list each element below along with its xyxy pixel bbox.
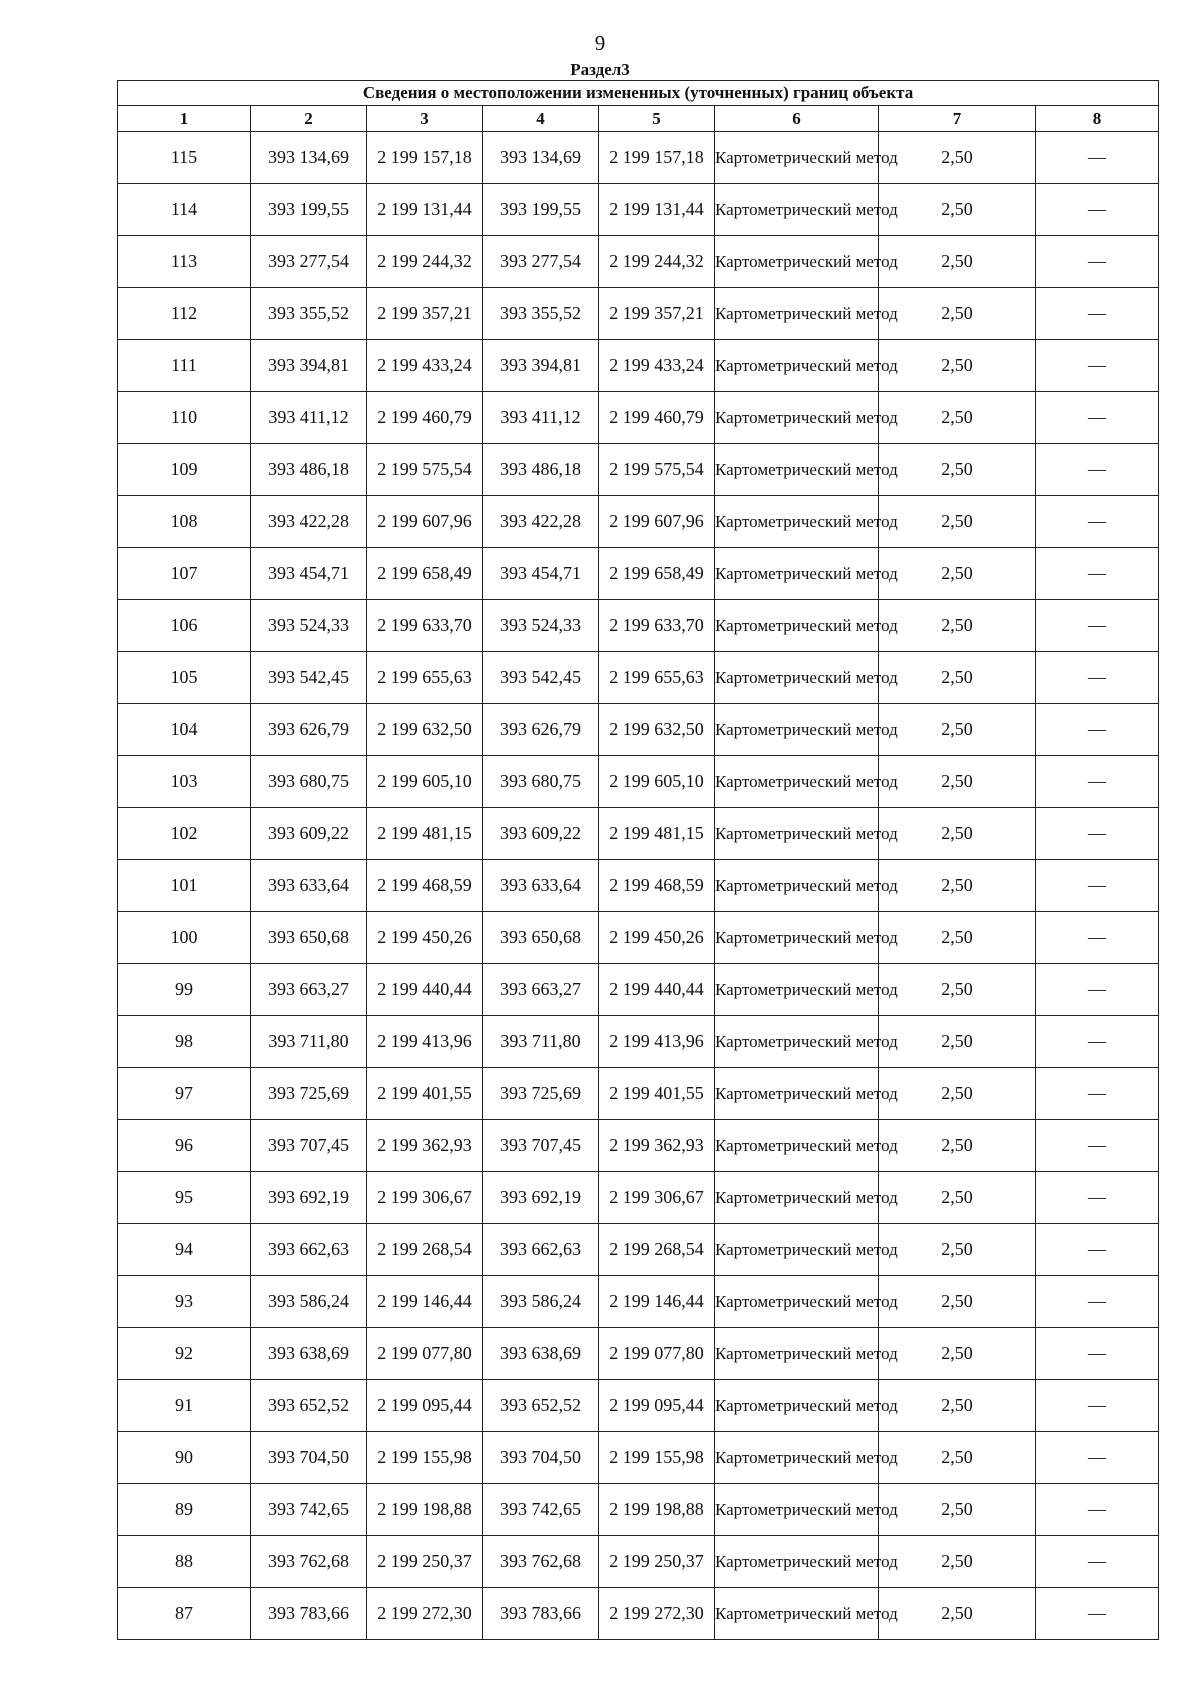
cell-x-existing: 393 650,68: [251, 912, 367, 964]
column-number: 5: [599, 106, 715, 132]
column-number: 2: [251, 106, 367, 132]
cell-point-number: 113: [118, 236, 251, 288]
cell-point-number: 112: [118, 288, 251, 340]
table-row: [118, 340, 1159, 392]
cell-description: —: [1036, 860, 1159, 912]
table-row: [118, 1016, 1159, 1068]
cell-y-new: 2 199 575,54: [599, 444, 715, 496]
cell-y-new: 2 199 413,96: [599, 1016, 715, 1068]
table-row: [118, 132, 1159, 184]
cell-method: Картометрический метод: [715, 1432, 879, 1484]
cell-precision: 2,50: [879, 860, 1036, 912]
cell-x-existing: 393 725,69: [251, 1068, 367, 1120]
cell-description: —: [1036, 1016, 1159, 1068]
column-number: 3: [367, 106, 483, 132]
cell-x-new: 393 542,45: [483, 652, 599, 704]
cell-x-existing: 393 704,50: [251, 1432, 367, 1484]
cell-description: —: [1036, 288, 1159, 340]
table-caption-row: [118, 81, 1159, 106]
cell-y-new: 2 199 433,24: [599, 340, 715, 392]
cell-method: Картометрический метод: [715, 1588, 879, 1640]
cell-x-new: 393 725,69: [483, 1068, 599, 1120]
table-row: [118, 912, 1159, 964]
column-number-row: [118, 106, 1159, 132]
table-row: [118, 1068, 1159, 1120]
cell-x-new: 393 742,65: [483, 1484, 599, 1536]
page-number: 9: [594, 31, 606, 55]
table-row: [118, 964, 1159, 1016]
cell-x-new: 393 394,81: [483, 340, 599, 392]
cell-description: —: [1036, 1276, 1159, 1328]
cell-y-existing: 2 199 658,49: [367, 548, 483, 600]
cell-y-existing: 2 199 155,98: [367, 1432, 483, 1484]
cell-x-existing: 393 663,27: [251, 964, 367, 1016]
cell-y-existing: 2 199 632,50: [367, 704, 483, 756]
cell-x-existing: 393 277,54: [251, 236, 367, 288]
cell-x-existing: 393 422,28: [251, 496, 367, 548]
cell-description: —: [1036, 132, 1159, 184]
cell-precision: 2,50: [879, 444, 1036, 496]
cell-y-existing: 2 199 413,96: [367, 1016, 483, 1068]
cell-x-existing: 393 652,52: [251, 1380, 367, 1432]
cell-method: Картометрический метод: [715, 704, 879, 756]
cell-y-existing: 2 199 244,32: [367, 236, 483, 288]
cell-description: —: [1036, 496, 1159, 548]
cell-precision: 2,50: [879, 340, 1036, 392]
cell-y-new: 2 199 655,63: [599, 652, 715, 704]
cell-x-new: 393 650,68: [483, 912, 599, 964]
cell-x-new: 393 609,22: [483, 808, 599, 860]
cell-point-number: 107: [118, 548, 251, 600]
cell-method: Картометрический метод: [715, 340, 879, 392]
cell-x-existing: 393 199,55: [251, 184, 367, 236]
cell-x-existing: 393 638,69: [251, 1328, 367, 1380]
table-row: [118, 236, 1159, 288]
cell-method: Картометрический метод: [715, 1172, 879, 1224]
cell-y-new: 2 199 607,96: [599, 496, 715, 548]
table-body: [118, 132, 1159, 1640]
cell-method: Картометрический метод: [715, 1328, 879, 1380]
cell-method: Картометрический метод: [715, 1224, 879, 1276]
cell-y-existing: 2 199 460,79: [367, 392, 483, 444]
cell-y-existing: 2 199 077,80: [367, 1328, 483, 1380]
cell-point-number: 106: [118, 600, 251, 652]
cell-x-new: 393 524,33: [483, 600, 599, 652]
table-row: [118, 392, 1159, 444]
cell-precision: 2,50: [879, 1224, 1036, 1276]
cell-precision: 2,50: [879, 1484, 1036, 1536]
table-row: [118, 1432, 1159, 1484]
cell-precision: 2,50: [879, 964, 1036, 1016]
cell-precision: 2,50: [879, 184, 1036, 236]
cell-precision: 2,50: [879, 1588, 1036, 1640]
cell-point-number: 103: [118, 756, 251, 808]
cell-y-new: 2 199 633,70: [599, 600, 715, 652]
cell-precision: 2,50: [879, 652, 1036, 704]
cell-y-existing: 2 199 306,67: [367, 1172, 483, 1224]
cell-description: —: [1036, 1328, 1159, 1380]
cell-method: Картометрический метод: [715, 288, 879, 340]
cell-method: Картометрический метод: [715, 548, 879, 600]
cell-point-number: 100: [118, 912, 251, 964]
cell-y-new: 2 199 450,26: [599, 912, 715, 964]
cell-precision: 2,50: [879, 1016, 1036, 1068]
cell-y-new: 2 199 095,44: [599, 1380, 715, 1432]
cell-x-existing: 393 609,22: [251, 808, 367, 860]
cell-precision: 2,50: [879, 808, 1036, 860]
cell-point-number: 104: [118, 704, 251, 756]
cell-point-number: 115: [118, 132, 251, 184]
cell-method: Картометрический метод: [715, 1484, 879, 1536]
cell-x-new: 393 652,52: [483, 1380, 599, 1432]
cell-x-new: 393 586,24: [483, 1276, 599, 1328]
cell-precision: 2,50: [879, 1432, 1036, 1484]
cell-x-new: 393 662,63: [483, 1224, 599, 1276]
table-row: [118, 288, 1159, 340]
cell-description: —: [1036, 1068, 1159, 1120]
cell-description: —: [1036, 756, 1159, 808]
cell-precision: 2,50: [879, 1120, 1036, 1172]
cell-y-new: 2 199 131,44: [599, 184, 715, 236]
cell-x-existing: 393 742,65: [251, 1484, 367, 1536]
cell-point-number: 87: [118, 1588, 251, 1640]
cell-method: Картометрический метод: [715, 184, 879, 236]
table-row: [118, 704, 1159, 756]
cell-precision: 2,50: [879, 1276, 1036, 1328]
column-number: 6: [715, 106, 879, 132]
cell-x-new: 393 277,54: [483, 236, 599, 288]
cell-description: —: [1036, 548, 1159, 600]
cell-y-existing: 2 199 605,10: [367, 756, 483, 808]
cell-description: —: [1036, 184, 1159, 236]
cell-method: Картометрический метод: [715, 912, 879, 964]
cell-method: Картометрический метод: [715, 964, 879, 1016]
cell-y-existing: 2 199 198,88: [367, 1484, 483, 1536]
table-caption: Сведения о местоположении измененных (уточненных) границ объекта: [118, 81, 1159, 106]
cell-x-existing: 393 662,63: [251, 1224, 367, 1276]
cell-precision: 2,50: [879, 1068, 1036, 1120]
cell-y-new: 2 199 362,93: [599, 1120, 715, 1172]
cell-x-new: 393 692,19: [483, 1172, 599, 1224]
cell-x-existing: 393 524,33: [251, 600, 367, 652]
cell-precision: 2,50: [879, 1380, 1036, 1432]
cell-point-number: 101: [118, 860, 251, 912]
table-row: [118, 600, 1159, 652]
cell-method: Картометрический метод: [715, 496, 879, 548]
cell-y-existing: 2 199 401,55: [367, 1068, 483, 1120]
cell-x-new: 393 486,18: [483, 444, 599, 496]
cell-y-new: 2 199 468,59: [599, 860, 715, 912]
cell-y-new: 2 199 268,54: [599, 1224, 715, 1276]
cell-method: Картометрический метод: [715, 1016, 879, 1068]
cell-precision: 2,50: [879, 132, 1036, 184]
cell-precision: 2,50: [879, 496, 1036, 548]
cell-description: —: [1036, 340, 1159, 392]
cell-point-number: 111: [118, 340, 251, 392]
cell-y-new: 2 199 157,18: [599, 132, 715, 184]
cell-point-number: 108: [118, 496, 251, 548]
cell-precision: 2,50: [879, 1328, 1036, 1380]
cell-x-existing: 393 711,80: [251, 1016, 367, 1068]
cell-method: Картометрический метод: [715, 444, 879, 496]
cell-y-new: 2 199 155,98: [599, 1432, 715, 1484]
cell-point-number: 102: [118, 808, 251, 860]
cell-y-new: 2 199 605,10: [599, 756, 715, 808]
cell-point-number: 96: [118, 1120, 251, 1172]
table-row: [118, 1120, 1159, 1172]
cell-x-existing: 393 707,45: [251, 1120, 367, 1172]
table-row: [118, 1588, 1159, 1640]
cell-y-new: 2 199 460,79: [599, 392, 715, 444]
cell-y-new: 2 199 250,37: [599, 1536, 715, 1588]
cell-y-existing: 2 199 450,26: [367, 912, 483, 964]
section-title: Раздел3: [570, 60, 630, 79]
cell-x-existing: 393 394,81: [251, 340, 367, 392]
cell-y-new: 2 199 481,15: [599, 808, 715, 860]
cell-point-number: 94: [118, 1224, 251, 1276]
cell-point-number: 97: [118, 1068, 251, 1120]
cell-method: Картометрический метод: [715, 860, 879, 912]
cell-method: Картометрический метод: [715, 1276, 879, 1328]
cell-x-new: 393 422,28: [483, 496, 599, 548]
cell-description: —: [1036, 1432, 1159, 1484]
cell-x-existing: 393 411,12: [251, 392, 367, 444]
cell-point-number: 95: [118, 1172, 251, 1224]
cell-y-new: 2 199 357,21: [599, 288, 715, 340]
cell-x-new: 393 680,75: [483, 756, 599, 808]
cell-x-existing: 393 633,64: [251, 860, 367, 912]
boundary-coordinates-table: [117, 80, 1159, 1640]
cell-precision: 2,50: [879, 392, 1036, 444]
cell-x-new: 393 783,66: [483, 1588, 599, 1640]
cell-x-existing: 393 626,79: [251, 704, 367, 756]
table-row: [118, 1380, 1159, 1432]
cell-description: —: [1036, 1120, 1159, 1172]
cell-x-new: 393 638,69: [483, 1328, 599, 1380]
cell-point-number: 98: [118, 1016, 251, 1068]
cell-x-new: 393 626,79: [483, 704, 599, 756]
cell-precision: 2,50: [879, 912, 1036, 964]
table-row: [118, 1484, 1159, 1536]
cell-description: —: [1036, 652, 1159, 704]
cell-x-existing: 393 783,66: [251, 1588, 367, 1640]
column-number: 1: [118, 106, 251, 132]
cell-precision: 2,50: [879, 1536, 1036, 1588]
cell-precision: 2,50: [879, 288, 1036, 340]
cell-description: —: [1036, 808, 1159, 860]
cell-y-new: 2 199 272,30: [599, 1588, 715, 1640]
cell-precision: 2,50: [879, 548, 1036, 600]
cell-y-new: 2 199 632,50: [599, 704, 715, 756]
cell-description: —: [1036, 600, 1159, 652]
cell-description: —: [1036, 704, 1159, 756]
cell-y-existing: 2 199 268,54: [367, 1224, 483, 1276]
cell-y-new: 2 199 198,88: [599, 1484, 715, 1536]
cell-y-existing: 2 199 146,44: [367, 1276, 483, 1328]
cell-x-existing: 393 134,69: [251, 132, 367, 184]
cell-description: —: [1036, 1380, 1159, 1432]
table-row: [118, 548, 1159, 600]
cell-y-new: 2 199 306,67: [599, 1172, 715, 1224]
cell-point-number: 109: [118, 444, 251, 496]
cell-y-existing: 2 199 357,21: [367, 288, 483, 340]
cell-x-new: 393 633,64: [483, 860, 599, 912]
cell-x-new: 393 454,71: [483, 548, 599, 600]
cell-y-existing: 2 199 131,44: [367, 184, 483, 236]
cell-x-new: 393 199,55: [483, 184, 599, 236]
cell-y-existing: 2 199 362,93: [367, 1120, 483, 1172]
table-row: [118, 1536, 1159, 1588]
cell-y-existing: 2 199 272,30: [367, 1588, 483, 1640]
cell-y-existing: 2 199 575,54: [367, 444, 483, 496]
cell-method: Картометрический метод: [715, 1068, 879, 1120]
cell-y-new: 2 199 440,44: [599, 964, 715, 1016]
cell-precision: 2,50: [879, 600, 1036, 652]
cell-method: Картометрический метод: [715, 808, 879, 860]
cell-y-existing: 2 199 250,37: [367, 1536, 483, 1588]
cell-y-existing: 2 199 468,59: [367, 860, 483, 912]
cell-method: Картометрический метод: [715, 1120, 879, 1172]
cell-point-number: 114: [118, 184, 251, 236]
cell-x-new: 393 707,45: [483, 1120, 599, 1172]
cell-x-existing: 393 680,75: [251, 756, 367, 808]
table-row: [118, 756, 1159, 808]
column-number: 4: [483, 106, 599, 132]
cell-method: Картометрический метод: [715, 1380, 879, 1432]
table-row: [118, 444, 1159, 496]
cell-description: —: [1036, 236, 1159, 288]
cell-description: —: [1036, 1484, 1159, 1536]
cell-description: —: [1036, 964, 1159, 1016]
cell-method: Картометрический метод: [715, 236, 879, 288]
cell-method: Картометрический метод: [715, 392, 879, 444]
cell-y-new: 2 199 077,80: [599, 1328, 715, 1380]
cell-x-existing: 393 692,19: [251, 1172, 367, 1224]
cell-method: Картометрический метод: [715, 652, 879, 704]
cell-description: —: [1036, 1588, 1159, 1640]
cell-y-existing: 2 199 157,18: [367, 132, 483, 184]
cell-point-number: 90: [118, 1432, 251, 1484]
cell-x-new: 393 411,12: [483, 392, 599, 444]
cell-y-new: 2 199 146,44: [599, 1276, 715, 1328]
cell-precision: 2,50: [879, 1172, 1036, 1224]
cell-method: Картометрический метод: [715, 756, 879, 808]
cell-x-existing: 393 355,52: [251, 288, 367, 340]
table-row: [118, 1172, 1159, 1224]
cell-x-existing: 393 586,24: [251, 1276, 367, 1328]
cell-y-existing: 2 199 655,63: [367, 652, 483, 704]
cell-method: Картометрический метод: [715, 1536, 879, 1588]
cell-point-number: 92: [118, 1328, 251, 1380]
table-row: [118, 184, 1159, 236]
cell-y-existing: 2 199 481,15: [367, 808, 483, 860]
cell-point-number: 93: [118, 1276, 251, 1328]
cell-y-new: 2 199 401,55: [599, 1068, 715, 1120]
cell-x-new: 393 355,52: [483, 288, 599, 340]
cell-description: —: [1036, 1224, 1159, 1276]
cell-y-existing: 2 199 440,44: [367, 964, 483, 1016]
cell-method: Картометрический метод: [715, 132, 879, 184]
cell-precision: 2,50: [879, 756, 1036, 808]
column-number: 8: [1036, 106, 1159, 132]
cell-x-existing: 393 486,18: [251, 444, 367, 496]
column-number: 7: [879, 106, 1036, 132]
cell-precision: 2,50: [879, 704, 1036, 756]
cell-x-new: 393 711,80: [483, 1016, 599, 1068]
cell-x-new: 393 134,69: [483, 132, 599, 184]
cell-y-existing: 2 199 433,24: [367, 340, 483, 392]
cell-y-new: 2 199 658,49: [599, 548, 715, 600]
table-row: [118, 808, 1159, 860]
table-row: [118, 1224, 1159, 1276]
cell-method: Картометрический метод: [715, 600, 879, 652]
cell-point-number: 91: [118, 1380, 251, 1432]
cell-point-number: 89: [118, 1484, 251, 1536]
cell-y-existing: 2 199 633,70: [367, 600, 483, 652]
cell-x-existing: 393 454,71: [251, 548, 367, 600]
cell-x-existing: 393 542,45: [251, 652, 367, 704]
cell-x-existing: 393 762,68: [251, 1536, 367, 1588]
cell-description: —: [1036, 392, 1159, 444]
table-row: [118, 652, 1159, 704]
cell-description: —: [1036, 1172, 1159, 1224]
table-row: [118, 496, 1159, 548]
cell-description: —: [1036, 444, 1159, 496]
cell-x-new: 393 762,68: [483, 1536, 599, 1588]
cell-point-number: 88: [118, 1536, 251, 1588]
cell-precision: 2,50: [879, 236, 1036, 288]
table-row: [118, 1328, 1159, 1380]
cell-y-new: 2 199 244,32: [599, 236, 715, 288]
cell-x-new: 393 663,27: [483, 964, 599, 1016]
cell-x-new: 393 704,50: [483, 1432, 599, 1484]
cell-description: —: [1036, 1536, 1159, 1588]
cell-point-number: 110: [118, 392, 251, 444]
cell-point-number: 105: [118, 652, 251, 704]
cell-y-existing: 2 199 095,44: [367, 1380, 483, 1432]
table-row: [118, 1276, 1159, 1328]
table-row: [118, 860, 1159, 912]
cell-y-existing: 2 199 607,96: [367, 496, 483, 548]
cell-description: —: [1036, 912, 1159, 964]
cell-point-number: 99: [118, 964, 251, 1016]
